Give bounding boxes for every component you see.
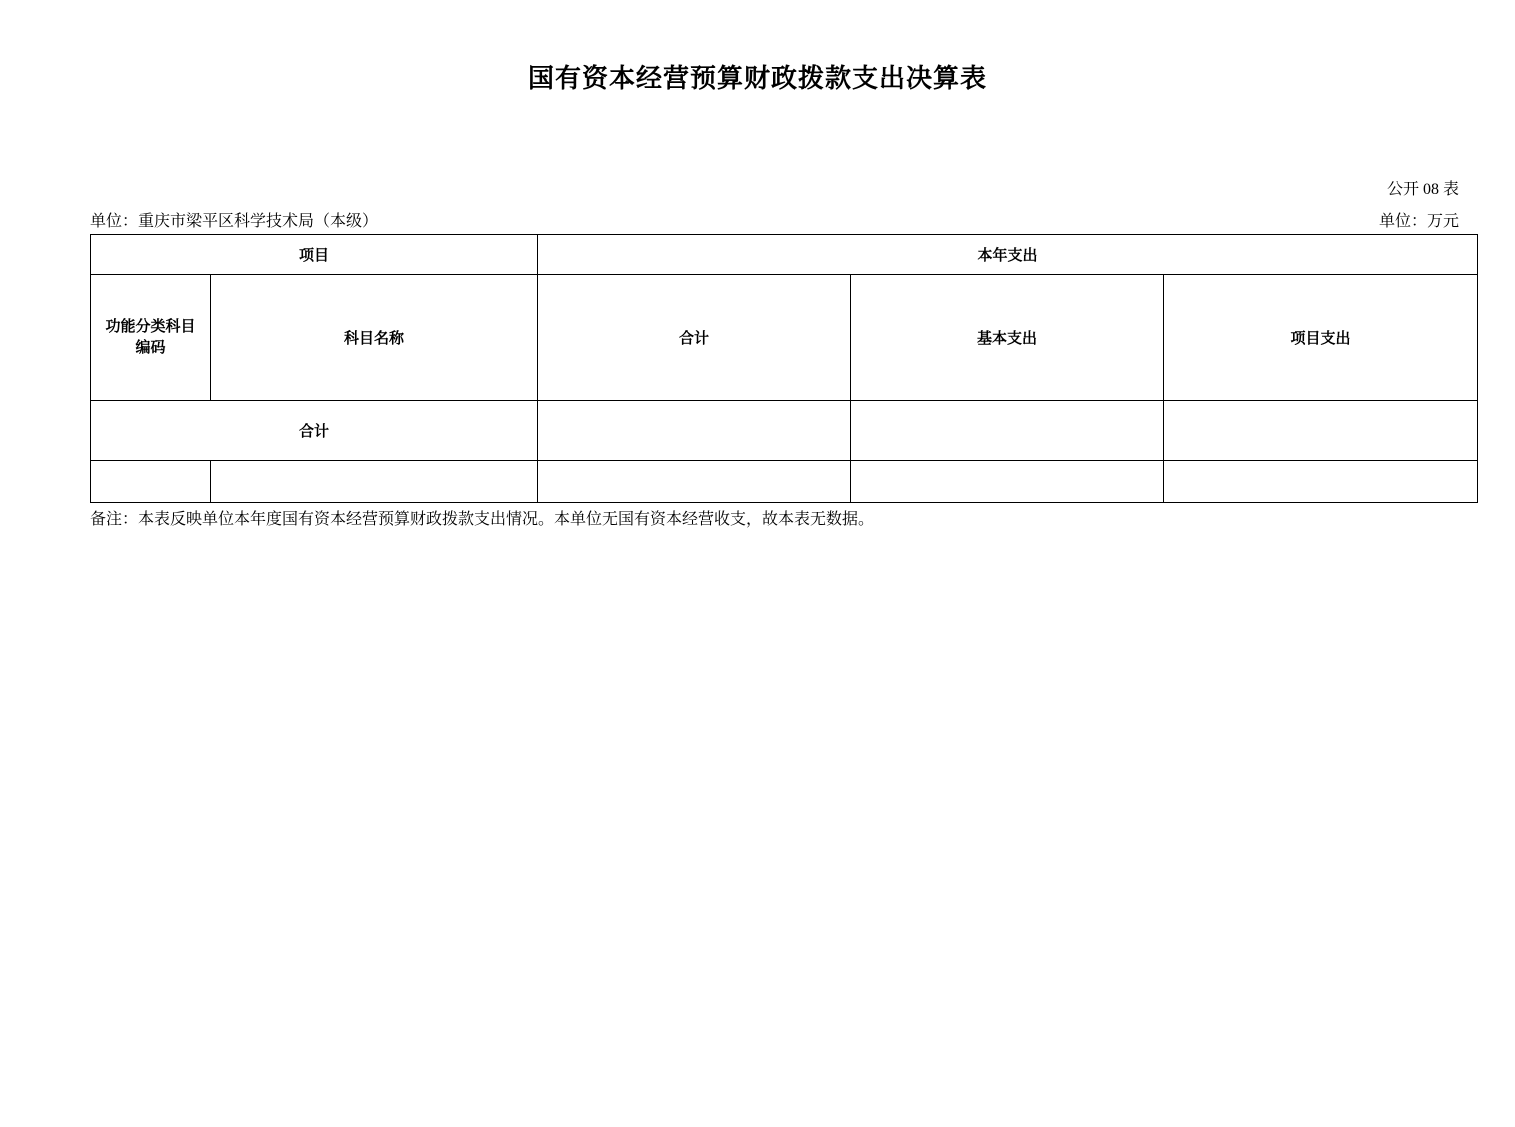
row-empty-project bbox=[1164, 461, 1478, 503]
row-total-basic bbox=[851, 401, 1164, 461]
table-row bbox=[91, 461, 1478, 503]
table-row bbox=[91, 401, 1478, 461]
row-empty-total bbox=[538, 461, 851, 503]
expenditure-table bbox=[90, 234, 1477, 503]
column-header-total: 合计 bbox=[538, 275, 851, 401]
amount-unit-label: 单位：万元 bbox=[1378, 213, 1459, 230]
row-empty-code bbox=[91, 461, 211, 503]
column-header-code bbox=[91, 275, 211, 401]
group-header-current-year: 本年支出 bbox=[538, 235, 1478, 275]
row-total-project bbox=[1164, 401, 1478, 461]
row-empty-name bbox=[211, 461, 538, 503]
meta-row bbox=[90, 208, 1459, 231]
column-header-code-line2: 编码 bbox=[135, 339, 166, 356]
document-page bbox=[0, 58, 1515, 1127]
column-header-project: 项目支出 bbox=[1164, 275, 1478, 401]
table-column-header-row bbox=[91, 275, 1478, 401]
table-note: 备注：本表反映单位本年度国有资本经营预算财政拨款支出情况。本单位无国有资本经营收支，故本表无数据。 bbox=[90, 511, 875, 528]
row-total-total bbox=[538, 401, 851, 461]
row-empty-basic bbox=[851, 461, 1164, 503]
page-title: 国有资本经营预算财政拨款支出决算表 bbox=[527, 64, 987, 93]
row-total-label: 合计 bbox=[91, 401, 538, 461]
unit-name-label: 单位：重庆市梁平区科学技术局（本级） bbox=[90, 213, 379, 230]
column-header-subject-name: 科目名称 bbox=[211, 275, 538, 401]
table-group-header-row bbox=[91, 235, 1478, 275]
group-header-item: 项目 bbox=[91, 235, 538, 275]
column-header-basic: 基本支出 bbox=[851, 275, 1164, 401]
form-code-label: 公开 08 表 bbox=[1386, 181, 1459, 198]
column-header-code-line1: 功能分类科目 bbox=[105, 319, 196, 336]
